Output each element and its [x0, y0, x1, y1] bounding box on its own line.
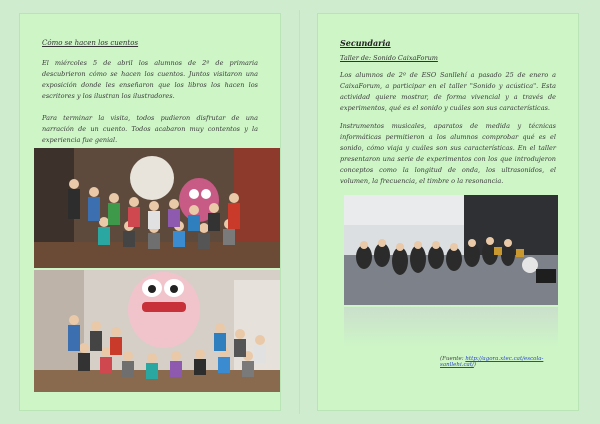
- credit-link[interactable]: http://agora.xtec.cat/escola-sanllehi.cat/: [440, 356, 544, 368]
- page-fold: [299, 10, 300, 414]
- section-subtitle: Taller de: Sonido CaixaForum: [340, 54, 438, 62]
- photo-students-monster-art: [34, 270, 280, 392]
- left-paragraph-2: Para terminar la visita, todos pudieron disfrutar de una narración de un cuento. Todos acabaron muy contentos y la experiencia fue genial.: [42, 114, 258, 144]
- left-heading: Cómo se hacen los cuentos: [42, 39, 139, 47]
- credit-suffix: ): [473, 362, 477, 368]
- right-paragraph-1: Los alumnos de 2º de ESO Sanllehí a pasado 25 de enero a CaixaForum, a participar en el taller "Sonido y acústica". Esta actividad quiere mostrar, de forma vivencial y a través de experimentos, qué es el sonido y cuáles son sus características.: [340, 71, 556, 112]
- left-paragraph-1: El miércoles 5 de abril los alumnos de 2º de primaria descubrieron cómo se hacen los cuentos. Juntos visitaron una exposición donde les enseñaron que los libros los hacen los escritores y los ilustran los ilustradores.: [42, 59, 258, 100]
- left-page: [20, 14, 280, 410]
- right-page: [318, 14, 578, 410]
- photo-workshop-auditorium-art: [344, 195, 558, 305]
- section-title: Secundaria: [340, 38, 391, 48]
- photo-students-exhibition: [34, 148, 280, 268]
- credit-prefix: (Fuente:: [440, 356, 466, 362]
- photo-students-monster: [34, 270, 280, 392]
- right-paragraph-2: Instrumentos musicales, aparatos de medida y técnicas informáticas permitieron a los alumnos comprobar qué es el sonido, cómo viaja y cuáles son sus características. En el taller presentaron una serie de experimentos con los que introdujeron conceptos como la longitud de onda, los ultrasonidos, el volumen, la frecuencia, el timbre o la resonancia.: [340, 122, 556, 185]
- photo-reflection: [344, 307, 558, 347]
- photo-students-exhibition-art: [34, 148, 280, 268]
- source-credit: [440, 356, 578, 368]
- photo-workshop-auditorium: [344, 195, 558, 305]
